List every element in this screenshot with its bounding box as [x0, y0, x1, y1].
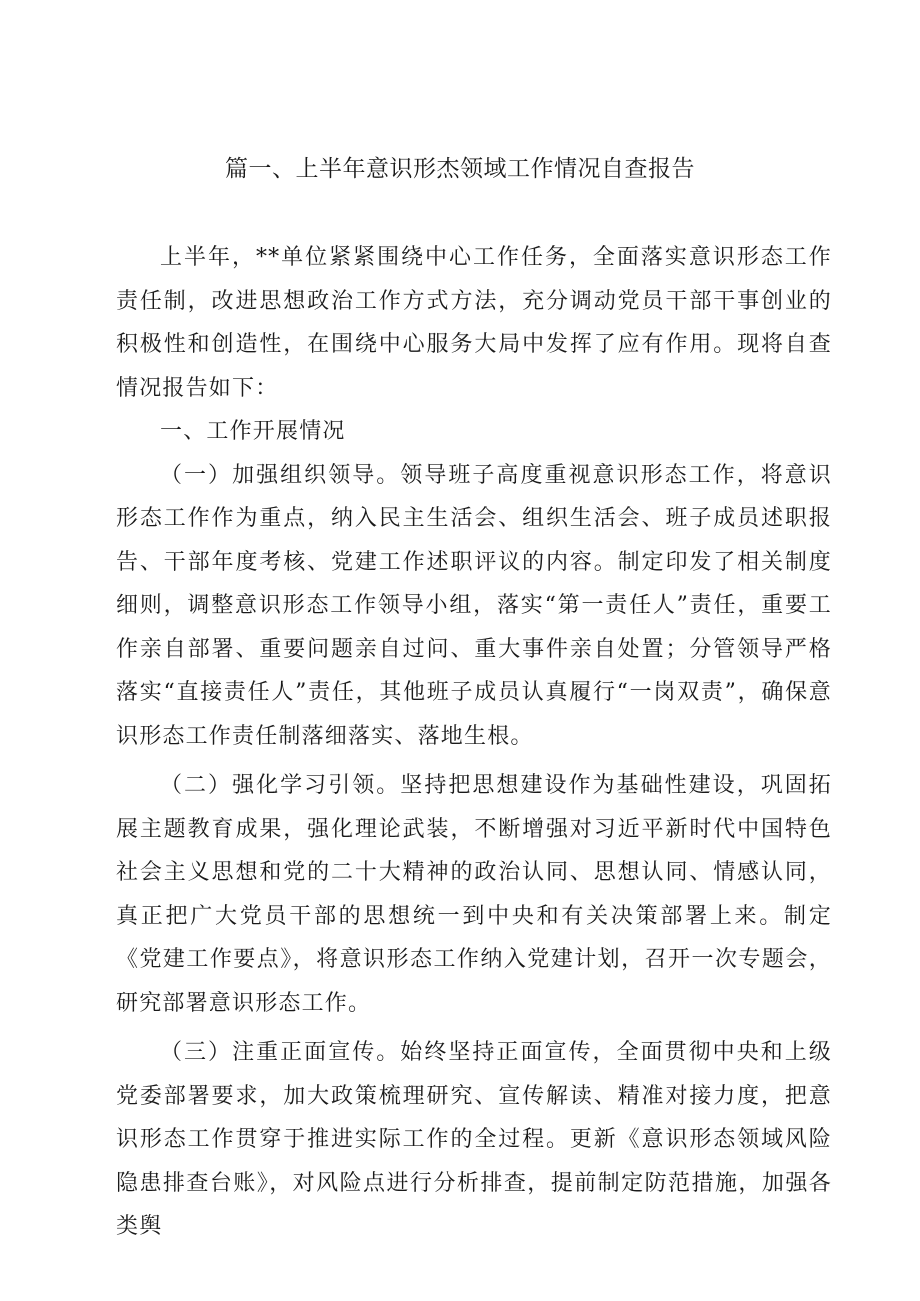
paragraph-3: （三）注重正面宣传。始终坚持正面宣传，全面贯彻中央和上级党委部署要求，加大政策梳理研究、宣传解读、精准对接力度，把意识形态工作贯穿于推进实际工作的全过程。更新《意识形态领域风险隐患排查台账》，对风险点进行分析排查，提前制定防范措施，加强各类舆 — [116, 1040, 832, 1239]
document-title: 篇一、上半年意识形杰领域工作情况自查报告 — [225, 156, 695, 182]
section-heading: 一、工作开展情况 — [160, 419, 346, 444]
paragraph-1: （一）加强组织领导。领导班子高度重视意识形态工作，将意识形态工作作为重点，纳入民主生活会、组织生活会、班子成员述职报告、干部年度考核、党建工作述职评议的内容。制定印发了相关制度细则，调整意识形态工作领导小组，落实“第一责任人”责任，重要工作亲自部署、重要问题亲自过问、重大事件亲自处置；分管领导严格落实“直接责任人”责任，其他班子成员认真履行“一岗双责”，确保意识形态工作责任制落细落实、落地生根。 — [116, 462, 832, 749]
intro-paragraph: 上半年，**单位紧紧围绕中心工作任务，全面落实意识形态工作责任制，改进思想政治工作方式方法，充分调动党员干部干事创业的积极性和创造性，在围绕中心服务大局中发挥了应有作用。现将自查情况报告如下： — [116, 245, 832, 401]
document-body — [116, 236, 832, 1249]
paragraph-2: （二）强化学习引领。坚持把思想建设作为基础性建设，巩固拓展主题教育成果，强化理论武装，不断增强对习近平新时代中国特色社会主义思想和党的二十大精神的政治认同、思想认同、情感认同，真正把广大党员干部的思想统一到中央和有关决策部署上来。制定《党建工作要点》，将意识形态工作纳入党建计划，召开一次专题会，研究部署意识形态工作。 — [116, 773, 832, 1016]
